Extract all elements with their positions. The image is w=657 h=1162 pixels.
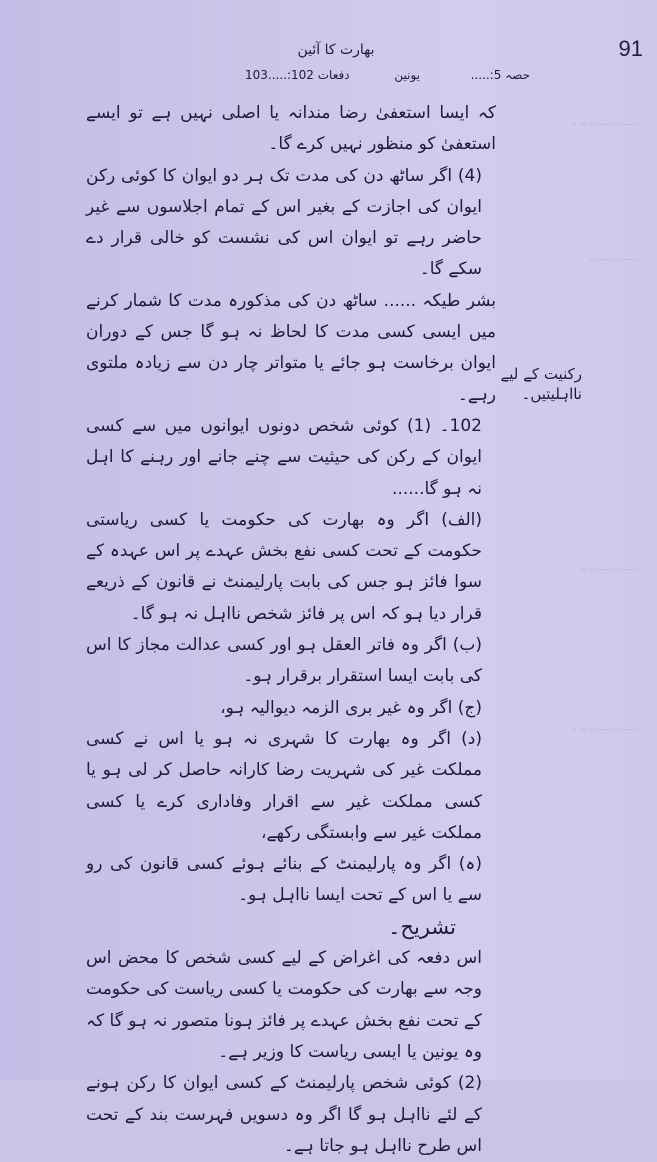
article-102: 102۔ (1) کوئی شخص دونوں ایوانوں میں سے کسی ایوان کے رکن کی حیثیت سے چنے جانے اور رہنے کا اہل نہ ہو گا...... <box>86 415 482 499</box>
clause-jeem: (ج) اگر وہ غیر بری الزمہ دیوالیہ ہو، <box>220 697 482 718</box>
bleed-through-text: ـ ـــ ـ ـ ـــ ـ ــ ـ <box>572 720 639 733</box>
bleed-through-text: ـ ـــ ـ ـ ـــ ـ ــ <box>579 560 639 573</box>
clause-he: (ہ) اگر وہ پارلیمنٹ کے بنائے ہوئے کسی قانون کی رو سے یا اس کے تحت ایسا نااہل ہو۔ <box>86 854 482 906</box>
header-part: حصہ 5:..... <box>470 68 530 82</box>
clause-dal: (د) اگر وہ بھارت کا شہری نہ ہو یا اس نے کسی مملکت غیر کی شہریت رضا کارانہ حاصل کر لی ہو یا کسی مملکت غیر سے اقرار وفاداری کرے یا کسی مملکت غیر سے وابستگی رکھے، <box>86 728 482 843</box>
book-title: بھارت کا آئین <box>297 42 375 58</box>
margin-note-line: رکنیت کے لیے <box>500 365 582 383</box>
bleed-through-text: ـ ـــ ـ ـ ـــ ـ <box>589 250 639 263</box>
explanation-paragraph: اس دفعہ کی اغراض کے لیے کسی شخص کا محض اس وجہ سے بھارت کی حکومت یا کسی ریاست کی حکومت کے تحت نفع بخش عہدے پر فائز ہونا متصور نہ ہو گا کہ وہ یونین یا ایسی ریاست کا وزیر ہے۔ <box>86 948 482 1062</box>
paragraph: (2) کوئی شخص پارلیمنٹ کے کسی ایوان کا رکن ہونے کے لئے نااہل ہو گا اگر وہ دسویں فہرست بند کے تحت اس طرح نااہل ہو جاتا ہے۔ <box>86 1073 482 1156</box>
explanation-heading: تشریح۔ <box>388 914 456 939</box>
clause-be: (ب) اگر وہ فاتر العقل ہو اور کسی عدالت مجاز کا اس کی بابت ایسا استقرار برقرار ہو۔ <box>86 635 482 687</box>
page-number: 91 <box>618 36 643 61</box>
margin-note <box>492 364 582 404</box>
paragraph: بشر طیکہ ...... ساٹھ دن کی مذکورہ مدت کا شمار کرنے میں ایسی کسی مدت کا لحاظ نہ ہو گا جس کے دوران ایوان برخاست ہو جائے یا متواتر چار دن سے زیادہ ملتوی رہے۔ <box>86 290 496 405</box>
running-header <box>245 68 530 86</box>
bleed-through-text: ـ ـــ ـ ـ ـــ ـ ــ ـ <box>572 115 639 128</box>
main-text <box>86 98 496 1162</box>
paragraph: کہ ایسا استعفیٰ رضا مندانہ یا اصلی نہیں ہے تو ایسے استعفیٰ کو منظور نہیں کرے گا۔ <box>86 103 496 155</box>
header-union: یونین <box>394 68 420 82</box>
paragraph: (4) اگر ساٹھ دن کی مدت تک ہر دو ایوان کا کوئی رکن ایوان کی اجازت کے بغیر اس کے تمام اجلاسوں سے غیر حاضر رہے تو ایوان اس کی نشست کو خالی قرار دے سکے گا۔ <box>86 165 482 280</box>
clause-alif: (الف) اگر وہ بھارت کی حکومت یا کسی ریاستی حکومت کے تحت کسی نفع بخش عہدے پر اس عہدہ کے سوا فائز ہو جس کی بابت پارلیمنٹ نے قانون کے ذریعے قرار دیا ہو کہ اس پر فائز شخص نااہل نہ ہو گا۔ <box>86 509 482 624</box>
margin-note-line: نااہلیتیں۔ <box>521 385 582 403</box>
header-articles: دفعات 102:.....103 <box>245 68 350 82</box>
